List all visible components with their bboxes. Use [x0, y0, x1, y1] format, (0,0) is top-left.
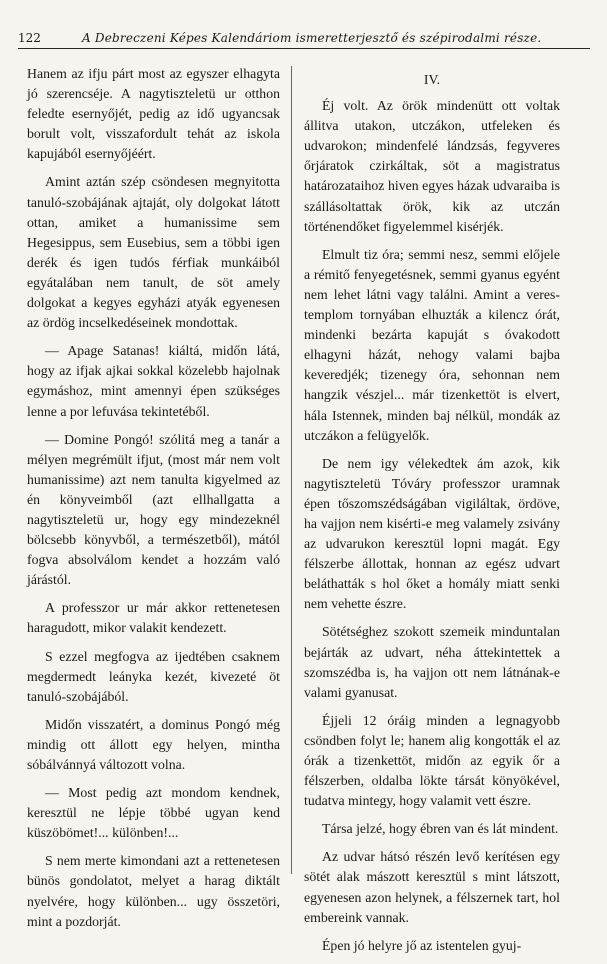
paragraph: S ezzel megfogva az ijedtében csaknem megdermedt leányka kezét, kivezeté öt tanuló-szobájából.: [27, 648, 280, 704]
paragraph: Amint aztán szép csöndesen megnyitotta tanuló-szobájának ajtaját, oly dolgokat látott ottan, amiket a humanissime sem Hegesippus, sem Eusebius, sem a többi igen derék és igen tudós férfiak munkáiból egyátalában nem tanult, de söt amely dolgokat a kegyes egyházi atyák egyenesen az ördög incselkedéseinek mondottak.: [27, 174, 280, 331]
paragraph: A professzor ur már akkor rettenetesen haragudott, mikor valakit kendezett.: [27, 600, 280, 636]
chapter-heading: IV.: [423, 72, 441, 87]
paragraph: De nem igy vélekedtek ám azok, kik nagytiszteletü Tóváry professzor uramnak épen tőszomszédságában vigiláltak, ördöve, ha vajjon nem kisérti-e meg valamely zsivány az udvarukon keresztül lopni magát. Egy félszerbe állottak, honnan az egész udvart beláthatták s hol őket a homály miatt senki nem vehette észre.: [304, 455, 560, 612]
paragraph: Elmult tiz óra; semmi nesz, semmi előjele a rémitő fenyegetésnek, semmi gyanus egyént nem lehet látni vagy találni. Amint a veres-templom tornyában elhuzták a kilencz órát, mindenki bezárta kapuját s óvakodott elhagyni házát, nehogy valami bajba keveredjék; tizenegy óra, sehonnan nem hangzik vészjel... már tizenkettöt is elvert, hála Istennek, minden baj nélkül, mondák az utczákon a felügyelők.: [304, 246, 560, 443]
paragraph: Éj volt. Az örök mindenütt ott voltak állitva utakon, utczákon, utfeleken és udvarokon; mindenfelé lándzsás, fegyveres őrjáratok czirkáltak, söt a magistratus határozataihoz hiven egyes házak udvaraiba is szállásoltattak örök, kik az utczán történendőket figyelemmel kisérjék.: [304, 98, 560, 234]
paragraph: S nem merte kimondani azt a rettenetesen bünös gondolatot, melyet a harag diktált nyelvére, hogy különben... ugy összetöri, mint a pozdorját.: [27, 853, 280, 929]
right-column: [304, 64, 560, 964]
left-column: [27, 64, 280, 940]
running-title: A Debreczeni Képes Kalendáriom ismeretterjesztő és szépirodalmi része.: [82, 31, 542, 45]
paragraph: Sötétséghez szokott szemeik minduntalan bejárták az udvart, néha áttekintettek a szomszédba is, ha vajjon ott nem látnának-e valami gyanusat.: [304, 624, 560, 700]
paragraph: Éjjeli 12 óráig minden a legnagyobb csöndben folyt le; hanem alig kongották el az órák a tizenkettöt, midőn az egyik őr a félszerben, oldalba lökte társát könyökével, tudatva mintegy, hogy valamit vett észre.: [304, 712, 560, 809]
paragraph: — Apage Satanas! kiáltá, midőn látá, hogy az ifjak ajkai sokkal közelebb hajolnak egymáshoz, mint amennyi épen szükséges lenne a por lefuvása tekintetéből.: [27, 343, 280, 419]
paragraph: Az udvar hátsó részén levő kerítésen egy sötét alak mászott keresztül s mint látszott, egyenesen azon helynek, a félszernek tart, hol embereink vannak.: [304, 849, 560, 925]
column-divider: [291, 66, 292, 874]
running-header: [18, 28, 590, 49]
paragraph: — Domine Pongó! szólitá meg a tanár a mélyen megrémült ifjut, (most már nem volt humanissime) azt nem tanulta kigyelmed az én könyveimből (azt ellhallgatta a nagytiszteletü ur, hogy egy mindezeknél bölcsebb könyvből, a természetből), mától fogva absolválom kendet a hozzám való járástól.: [27, 431, 280, 588]
paragraph: Társa jelzé, hogy ébren van és lát mindent.: [322, 821, 559, 837]
paragraph: Hanem az ifju párt most az egyszer elhagyta jó szerencséje. A nagytiszteletü ur otthon feledte esernyőjét, pedig az idő ugyancsak borult volt, visszafordult tehát az iskola kapujából esernyőjéért.: [27, 66, 280, 162]
page-number: 122: [18, 31, 41, 45]
paragraph: — Most pedig azt mondom kendnek, keresztül ne lépje többé ugyan kend küszöbömet!... különben!...: [27, 785, 280, 841]
paragraph: Épen jó helyre jő az istentelen gyuj-: [322, 937, 522, 953]
paragraph: Midőn visszatért, a dominus Pongó még mindig ott állott egy helyen, mintha sóbálvánnyá változott volna.: [27, 716, 280, 772]
